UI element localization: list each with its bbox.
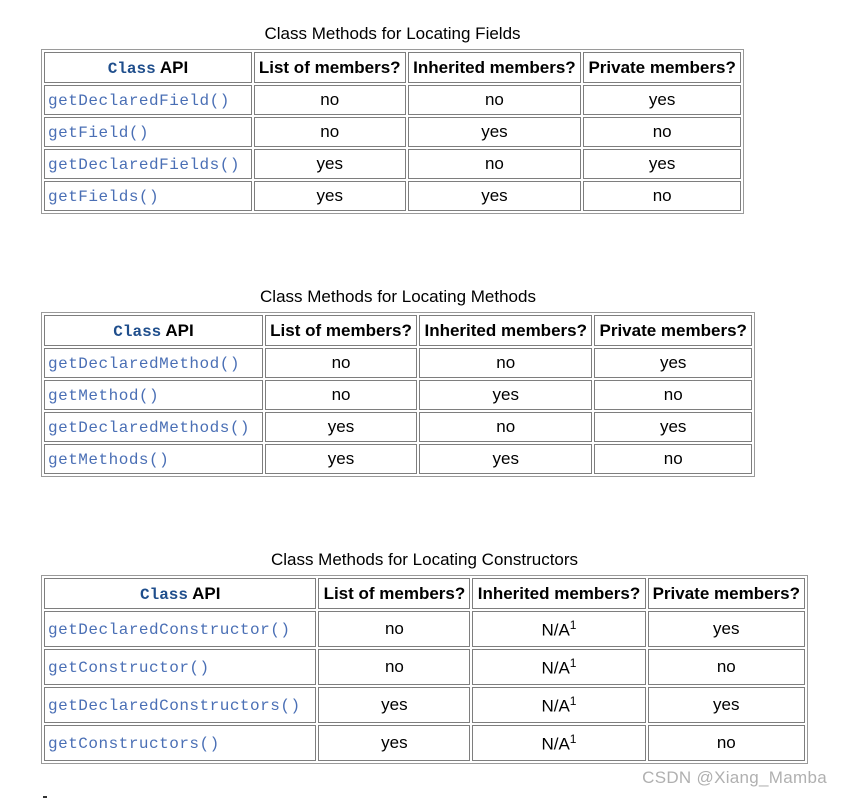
- inherited-cell: no: [408, 85, 582, 115]
- api-label: API: [159, 57, 189, 77]
- methods-table: [41, 312, 755, 477]
- private-cell: no: [648, 649, 805, 685]
- table-row: [44, 649, 805, 685]
- inherited-cell: no: [419, 348, 592, 378]
- header-class-api: [44, 315, 263, 346]
- fields-table-caption: Class Methods for Locating Fields: [264, 24, 521, 43]
- list-cell: no: [318, 649, 470, 685]
- inherited-cell: [472, 687, 645, 723]
- inherited-value: N/A: [541, 658, 570, 678]
- private-cell: no: [594, 380, 752, 410]
- method-cell: [44, 687, 316, 723]
- inherited-cell: [472, 725, 645, 761]
- private-cell: yes: [648, 687, 805, 723]
- inherited-value: N/A: [541, 734, 570, 754]
- header-inherited-members: Inherited members?: [408, 52, 582, 83]
- class-keyword: Class: [140, 585, 189, 604]
- constructors-section: [41, 550, 808, 764]
- method-link[interactable]: getDeclaredMethods(): [48, 419, 251, 437]
- header-class-api: [44, 52, 252, 83]
- method-link[interactable]: getField(): [48, 124, 150, 142]
- method-cell: [44, 380, 263, 410]
- list-cell: yes: [254, 181, 406, 211]
- table-row: [44, 444, 752, 474]
- table-header-row: [44, 52, 741, 83]
- method-cell: [44, 181, 252, 211]
- header-private-members: Private members?: [648, 578, 805, 609]
- footnote-marker[interactable]: 1: [569, 655, 577, 670]
- table-header-row: [44, 578, 805, 609]
- private-cell: yes: [583, 149, 741, 179]
- footnote-marker[interactable]: 1: [569, 617, 577, 632]
- list-cell: no: [265, 348, 417, 378]
- table-row: [44, 85, 741, 115]
- method-link[interactable]: getConstructor(): [48, 659, 210, 677]
- method-link[interactable]: getDeclaredConstructor(): [48, 621, 291, 639]
- table-header-row: [44, 315, 752, 346]
- methods-section: [41, 287, 755, 477]
- method-cell: [44, 649, 316, 685]
- inherited-cell: yes: [419, 380, 592, 410]
- method-cell: [44, 412, 263, 442]
- inherited-cell: no: [419, 412, 592, 442]
- table-row: [44, 412, 752, 442]
- method-link[interactable]: getMethods(): [48, 451, 170, 469]
- inherited-cell: yes: [408, 117, 582, 147]
- inherited-cell: no: [408, 149, 582, 179]
- private-cell: no: [594, 444, 752, 474]
- csdn-watermark: CSDN @Xiang_Mamba: [642, 768, 827, 787]
- method-link[interactable]: getConstructors(): [48, 735, 220, 753]
- inherited-value: N/A: [541, 620, 570, 640]
- list-cell: yes: [265, 412, 417, 442]
- methods-table-caption: Class Methods for Locating Methods: [260, 287, 536, 306]
- fields-table: [41, 49, 744, 214]
- constructors-table-caption: Class Methods for Locating Constructors: [270, 550, 579, 569]
- header-list-of-members: List of members?: [254, 52, 406, 83]
- method-cell: [44, 444, 263, 474]
- method-link[interactable]: getDeclaredFields(): [48, 156, 240, 174]
- private-cell: yes: [594, 348, 752, 378]
- list-cell: yes: [318, 687, 470, 723]
- method-cell: [44, 348, 263, 378]
- header-private-members: Private members?: [594, 315, 752, 346]
- inherited-cell: [472, 649, 645, 685]
- method-cell: [44, 725, 316, 761]
- list-cell: no: [318, 611, 470, 647]
- list-cell: yes: [254, 149, 406, 179]
- method-link[interactable]: getDeclaredConstructors(): [48, 697, 301, 715]
- inherited-value: N/A: [541, 696, 570, 716]
- list-cell: no: [254, 85, 406, 115]
- header-inherited-members: Inherited members?: [419, 315, 592, 346]
- footnote-marker[interactable]: 1: [569, 731, 577, 746]
- header-inherited-members: Inherited members?: [472, 578, 645, 609]
- table-row: [44, 181, 741, 211]
- class-keyword: Class: [113, 322, 162, 341]
- header-list-of-members: List of members?: [318, 578, 470, 609]
- private-cell: yes: [594, 412, 752, 442]
- private-cell: no: [648, 725, 805, 761]
- table-row: [44, 380, 752, 410]
- constructors-table: [41, 575, 808, 764]
- table-row: [44, 687, 805, 723]
- list-cell: yes: [318, 725, 470, 761]
- method-cell: [44, 85, 252, 115]
- header-class-api: [44, 578, 316, 609]
- method-link[interactable]: getDeclaredMethod(): [48, 355, 240, 373]
- table-row: [44, 348, 752, 378]
- method-cell: [44, 149, 252, 179]
- inherited-cell: yes: [408, 181, 582, 211]
- header-list-of-members: List of members?: [265, 315, 417, 346]
- list-cell: yes: [265, 444, 417, 474]
- private-cell: yes: [648, 611, 805, 647]
- list-cell: no: [254, 117, 406, 147]
- method-link[interactable]: getDeclaredField(): [48, 92, 230, 110]
- private-cell: yes: [583, 85, 741, 115]
- table-row: [44, 117, 741, 147]
- api-label: API: [165, 320, 194, 340]
- private-cell: no: [583, 117, 741, 147]
- list-cell: no: [265, 380, 417, 410]
- method-link[interactable]: getMethod(): [48, 387, 160, 405]
- inherited-cell: yes: [419, 444, 592, 474]
- method-link[interactable]: getFields(): [48, 188, 160, 206]
- footnote-marker[interactable]: 1: [569, 693, 577, 708]
- private-cell: no: [583, 181, 741, 211]
- method-cell: [44, 611, 316, 647]
- class-keyword: Class: [107, 59, 156, 78]
- api-label: API: [192, 583, 221, 603]
- method-cell: [44, 117, 252, 147]
- table-row: [44, 611, 805, 647]
- inherited-cell: [472, 611, 645, 647]
- table-row: [44, 725, 805, 761]
- fields-section: [41, 24, 744, 214]
- table-row: [44, 149, 741, 179]
- header-private-members: Private members?: [583, 52, 741, 83]
